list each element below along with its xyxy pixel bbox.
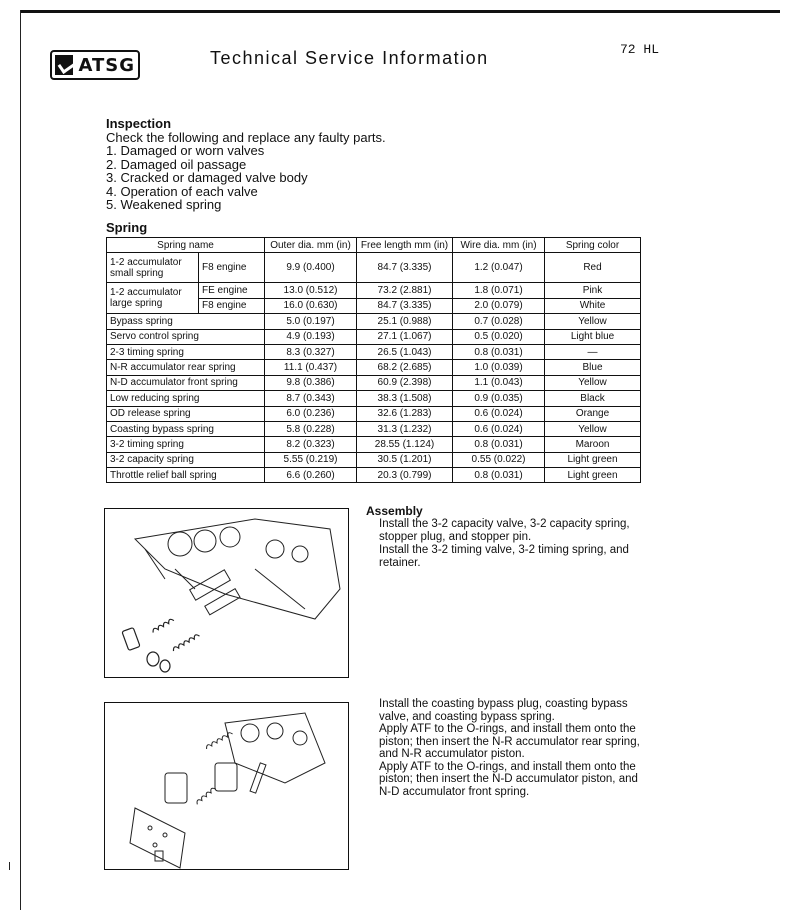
spring-color: Light blue — [545, 329, 641, 344]
inspection-list — [106, 144, 308, 212]
table-row — [107, 468, 641, 483]
assembly-step-1: Install the 3-2 capacity valve, 3-2 capacity spring, stopper plug, and stopper pin. — [379, 518, 630, 543]
free-length: 25.1 (0.988) — [357, 314, 453, 329]
spring-name: OD release spring — [107, 406, 265, 421]
assembly-step-5: Apply ATF to the O-rings, and install them onto the piston; then insert the N-D accumulator piston, and N-D accumulator front spring. — [379, 760, 638, 798]
outer-dia: 8.2 (0.323) — [265, 437, 357, 452]
outer-dia: 6.0 (0.236) — [265, 406, 357, 421]
table-header-row — [107, 238, 641, 253]
table-row — [107, 421, 641, 436]
assembly-heading: Assembly — [366, 504, 423, 518]
valve-body-drawing-2 — [105, 703, 348, 869]
spring-color: Red — [545, 253, 641, 283]
list-item: 4. Operation of each valve — [106, 183, 258, 199]
spring-name: Low reducing spring — [107, 391, 265, 406]
col-free-length: Free length mm (in) — [357, 238, 453, 253]
spring-color: Blue — [545, 360, 641, 375]
engine-type: F8 engine — [199, 253, 265, 283]
outer-dia: 16.0 (0.630) — [265, 298, 357, 313]
assembly-steps-3-5 — [379, 698, 649, 798]
table-row — [107, 253, 641, 283]
wire-dia: 1.1 (0.043) — [453, 375, 545, 390]
wire-dia: 0.8 (0.031) — [453, 437, 545, 452]
outer-dia: 4.9 (0.193) — [265, 329, 357, 344]
col-spring-color: Spring color — [545, 238, 641, 253]
spring-color: — — [545, 344, 641, 359]
spring-name: 1-2 accumulator large spring — [107, 283, 199, 314]
table-row — [107, 437, 641, 452]
outer-dia: 9.8 (0.386) — [265, 375, 357, 390]
free-length: 38.3 (1.508) — [357, 391, 453, 406]
logo-text: ATSG — [78, 54, 135, 76]
free-length: 20.3 (0.799) — [357, 468, 453, 483]
spring-color: Light green — [545, 452, 641, 467]
list-item: 5. Weakened spring — [106, 197, 222, 212]
assembly-step-2: Install the 3-2 timing valve, 3-2 timing spring, and retainer. — [379, 544, 629, 569]
spring-name: Coasting bypass spring — [107, 421, 265, 436]
free-length: 84.7 (3.335) — [357, 298, 453, 313]
table-row — [107, 283, 641, 298]
free-length: 26.5 (1.043) — [357, 344, 453, 359]
wire-dia: 0.5 (0.020) — [453, 329, 545, 344]
table-row — [107, 314, 641, 329]
spring-color: Maroon — [545, 437, 641, 452]
spring-color: Yellow — [545, 314, 641, 329]
wire-dia: 1.2 (0.047) — [453, 253, 545, 283]
spring-name: Servo control spring — [107, 329, 265, 344]
spring-color: Yellow — [545, 421, 641, 436]
wire-dia: 0.9 (0.035) — [453, 391, 545, 406]
col-spring-name: Spring name — [107, 238, 265, 253]
list-item: 2. Damaged oil passage — [106, 156, 247, 172]
outer-dia: 8.7 (0.343) — [265, 391, 357, 406]
col-wire-dia: Wire dia. mm (in) — [453, 238, 545, 253]
spring-color: Light green — [545, 468, 641, 483]
free-length: 84.7 (3.335) — [357, 253, 453, 283]
wire-dia: 2.0 (0.079) — [453, 298, 545, 313]
spring-name: 3-2 capacity spring — [107, 452, 265, 467]
table-row — [107, 391, 641, 406]
valve-body-illustration-2 — [104, 702, 349, 870]
wire-dia: 0.8 (0.031) — [453, 344, 545, 359]
wire-dia: 0.55 (0.022) — [453, 452, 545, 467]
spring-table — [106, 237, 641, 483]
wire-dia: 1.0 (0.039) — [453, 360, 545, 375]
outer-dia: 9.9 (0.400) — [265, 253, 357, 283]
spring-color: Black — [545, 391, 641, 406]
page-number: 72 HL — [620, 42, 660, 57]
page-title: Technical Service Information — [210, 48, 489, 68]
wire-dia: 0.8 (0.031) — [453, 468, 545, 483]
outer-dia: 11.1 (0.437) — [265, 360, 357, 375]
free-length: 32.6 (1.283) — [357, 406, 453, 421]
assembly-step-4: Apply ATF to the O-rings, and install them onto the piston; then insert the N-R accumulator rear spring, and N-R accumulator piston. — [379, 723, 640, 760]
assembly-step-3: Install the coasting bypass plug, coasting bypass valve, and coasting bypass spring. — [379, 698, 628, 723]
free-length: 30.5 (1.201) — [357, 452, 453, 467]
spring-name: Throttle relief ball spring — [107, 468, 265, 483]
col-outer-dia: Outer dia. mm (in) — [265, 238, 357, 253]
table-row — [107, 329, 641, 344]
spring-name: 1-2 accumulator small spring — [107, 253, 199, 283]
wire-dia: 0.7 (0.028) — [453, 314, 545, 329]
spring-color: Orange — [545, 406, 641, 421]
wire-dia: 1.8 (0.071) — [453, 283, 545, 298]
atsg-logo — [50, 50, 140, 80]
spring-color: White — [545, 298, 641, 313]
engine-type: FE engine — [199, 283, 265, 298]
spring-name: Bypass spring — [107, 314, 265, 329]
table-row — [107, 452, 641, 467]
spring-name: 2-3 timing spring — [107, 344, 265, 359]
outer-dia: 13.0 (0.512) — [265, 283, 357, 298]
top-rule — [20, 10, 780, 13]
spring-name: 3-2 timing spring — [107, 437, 265, 452]
outer-dia: 6.6 (0.260) — [265, 468, 357, 483]
table-row — [107, 375, 641, 390]
free-length: 60.9 (2.398) — [357, 375, 453, 390]
inspection-heading: Inspection — [106, 116, 172, 131]
left-rule — [20, 10, 21, 910]
outer-dia: 5.8 (0.228) — [265, 421, 357, 436]
spring-color: Pink — [545, 283, 641, 298]
spring-name: N-D accumulator front spring — [107, 375, 265, 390]
spring-color: Yellow — [545, 375, 641, 390]
valve-body-drawing-1 — [105, 509, 348, 677]
valve-body-illustration-1 — [104, 508, 349, 678]
outer-dia: 8.3 (0.327) — [265, 344, 357, 359]
table-row — [107, 360, 641, 375]
table-row — [107, 344, 641, 359]
engine-type: F8 engine — [199, 298, 265, 313]
free-length: 68.2 (2.685) — [357, 360, 453, 375]
free-length: 73.2 (2.881) — [357, 283, 453, 298]
wire-dia: 0.6 (0.024) — [453, 406, 545, 421]
list-item: 3. Cracked or damaged valve body — [106, 170, 308, 185]
spring-heading: Spring — [106, 220, 148, 235]
free-length: 27.1 (1.067) — [357, 329, 453, 344]
free-length: 31.3 (1.232) — [357, 421, 453, 436]
margin-mark — [9, 862, 10, 870]
spring-name: N-R accumulator rear spring — [107, 360, 265, 375]
checkmark-icon — [55, 55, 73, 75]
wire-dia: 0.6 (0.024) — [453, 421, 545, 436]
free-length: 28.55 (1.124) — [357, 437, 453, 452]
table-row — [107, 406, 641, 421]
inspection-intro: Check the following and replace any faulty parts. — [106, 130, 386, 145]
outer-dia: 5.55 (0.219) — [265, 452, 357, 467]
outer-dia: 5.0 (0.197) — [265, 314, 357, 329]
list-item: 1. Damaged or worn valves — [106, 143, 265, 158]
